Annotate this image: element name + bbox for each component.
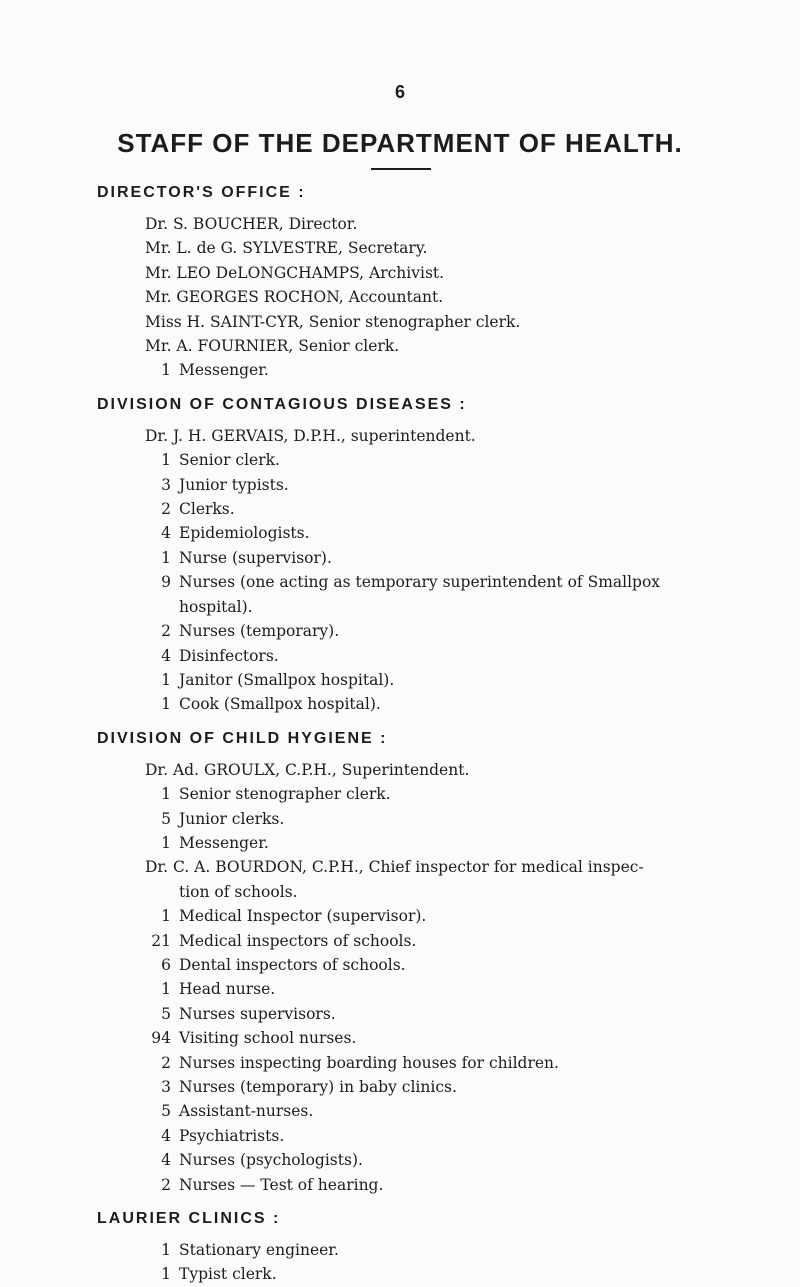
list-item — [145, 1051, 737, 1075]
list-item — [145, 929, 737, 953]
staff-description: Clerks. — [179, 500, 235, 519]
staff-description: Mr. A. FOURNIER, Senior clerk. — [145, 337, 400, 356]
list-item — [145, 334, 737, 358]
section-heading: DIVISION OF CHILD HYGIENE : — [97, 729, 388, 747]
staff-description: Medical Inspector (supervisor). — [179, 907, 427, 926]
list-item — [145, 977, 737, 1001]
list-item — [145, 619, 737, 643]
staff-count: 1 — [161, 907, 171, 926]
list-item — [145, 285, 737, 309]
list-item — [145, 758, 737, 782]
staff-description: Mr. LEO DeLONGCHAMPS, Archivist. — [145, 263, 445, 282]
staff-count: 2 — [161, 500, 171, 519]
list-item — [145, 1026, 737, 1050]
list-item — [145, 904, 737, 928]
staff-count: 4 — [161, 524, 171, 543]
staff-description: Junior clerks. — [179, 809, 285, 828]
list-item — [145, 1262, 737, 1286]
staff-description: Dr. Ad. GROULX, C.P.H., Superintendent. — [145, 760, 470, 779]
list-item — [145, 1099, 737, 1123]
section-heading: DIVISION OF CONTAGIOUS DISEASES : — [97, 395, 467, 413]
staff-description: Miss H. SAINT-CYR, Senior stenographer clerk. — [145, 312, 521, 331]
staff-count: 6 — [161, 955, 171, 974]
staff-items — [145, 212, 737, 383]
staff-description-continued: hospital). — [179, 597, 253, 616]
list-item — [145, 855, 737, 904]
staff-count: 1 — [161, 833, 171, 852]
staff-description: Mr. GEORGES ROCHON, Accountant. — [145, 288, 444, 307]
staff-description: Epidemiologists. — [179, 524, 310, 543]
list-item — [145, 212, 737, 236]
staff-count: 5 — [161, 1004, 171, 1023]
staff-count: 1 — [161, 695, 171, 714]
staff-description: Messenger. — [179, 833, 269, 852]
staff-count: 1 — [161, 451, 171, 470]
staff-description: Messenger. — [179, 361, 269, 380]
staff-description: Senior clerk. — [179, 451, 280, 470]
list-item — [145, 358, 737, 382]
list-item — [145, 692, 737, 716]
list-item — [145, 424, 737, 448]
staff-count: 3 — [161, 475, 171, 494]
list-item — [145, 644, 737, 668]
section-heading: DIRECTOR'S OFFICE : — [97, 184, 306, 201]
section-heading: LAURIER CLINICS : — [97, 1210, 281, 1228]
staff-description: Psychiatrists. — [179, 1126, 285, 1145]
staff-description: Junior typists. — [179, 475, 289, 494]
list-item — [145, 546, 737, 570]
list-item — [145, 473, 737, 497]
staff-description: Dr. C. A. BOURDON, C.P.H., Chief inspector for medical inspec- — [145, 858, 644, 877]
staff-description: Nurses (temporary). — [179, 622, 340, 641]
staff-count: 2 — [161, 1053, 171, 1072]
list-item — [145, 807, 737, 831]
staff-description: Head nurse. — [179, 980, 276, 999]
staff-description: Nurses (temporary) in baby clinics. — [179, 1078, 457, 1096]
staff-description: Dr. S. BOUCHER, Director. — [145, 215, 358, 233]
staff-count: 1 — [161, 785, 171, 804]
staff-description: Nurses — Test of hearing. — [179, 1175, 384, 1194]
staff-description: Nurses (one acting as temporary superintendent of Smallpox — [179, 573, 661, 592]
section — [97, 179, 737, 383]
section — [97, 725, 737, 1197]
staff-count: 1 — [161, 548, 171, 567]
staff-count: 4 — [161, 646, 171, 665]
staff-count: 4 — [161, 1126, 171, 1145]
list-item — [145, 570, 737, 619]
staff-description: Stationary engineer. — [179, 1241, 339, 1260]
staff-description: Janitor (Smallpox hospital). — [179, 670, 395, 689]
staff-description: Cook (Smallpox hospital). — [179, 695, 381, 714]
list-item — [145, 497, 737, 521]
staff-count: 1 — [161, 1241, 171, 1260]
staff-count: 1 — [161, 361, 171, 380]
list-item — [145, 1075, 737, 1099]
list-item — [145, 1238, 737, 1262]
staff-description: Nurses supervisors. — [179, 1004, 336, 1023]
list-item — [145, 668, 737, 692]
staff-description: Assistant-nurses. — [179, 1102, 314, 1121]
list-item — [145, 1148, 737, 1172]
staff-count: 2 — [161, 1175, 171, 1194]
list-item — [145, 261, 737, 285]
staff-count: 9 — [161, 573, 171, 592]
staff-description: Dr. J. H. GERVAIS, D.P.H., superintendent. — [145, 426, 476, 445]
staff-count: 2 — [161, 622, 171, 641]
staff-description: Disinfectors. — [179, 646, 279, 665]
staff-description: Nurses (psychologists). — [179, 1151, 363, 1170]
staff-description: Visiting school nurses. — [179, 1029, 357, 1048]
staff-count: 5 — [161, 1102, 171, 1121]
staff-description: Medical inspectors of schools. — [179, 931, 417, 950]
list-item — [145, 782, 737, 806]
staff-description: Senior stenographer clerk. — [179, 785, 391, 804]
staff-description: Dental inspectors of schools. — [179, 955, 406, 974]
staff-description-continued: tion of schools. — [179, 882, 298, 901]
section — [97, 391, 737, 717]
staff-description: Mr. L. de G. SYLVESTRE, Secretary. — [145, 239, 428, 258]
list-item — [145, 1124, 737, 1148]
list-item — [145, 1002, 737, 1026]
staff-items — [145, 758, 737, 1197]
list-item — [145, 236, 737, 260]
staff-description: Nurses inspecting boarding houses for children. — [179, 1053, 559, 1072]
page-number: 6 — [394, 82, 405, 102]
staff-count: 1 — [161, 980, 171, 999]
staff-items — [145, 424, 737, 717]
list-item — [145, 521, 737, 545]
staff-description: Nurse (supervisor). — [179, 548, 332, 567]
staff-count: 1 — [161, 1265, 171, 1284]
staff-description: Typist clerk. — [179, 1265, 277, 1284]
list-item — [145, 831, 737, 855]
title-rule — [371, 168, 431, 170]
staff-count: 4 — [161, 1151, 171, 1170]
page-title: STAFF OF THE DEPARTMENT OF HEALTH. — [117, 128, 683, 158]
staff-items — [145, 1238, 737, 1287]
section — [97, 1205, 737, 1287]
staff-list — [97, 179, 737, 1287]
list-item — [145, 953, 737, 977]
staff-count: 1 — [161, 670, 171, 689]
list-item — [145, 448, 737, 472]
staff-count: 21 — [151, 931, 171, 950]
list-item — [145, 1173, 737, 1197]
staff-count: 5 — [161, 809, 171, 828]
staff-count: 3 — [161, 1078, 171, 1096]
staff-count: 94 — [151, 1029, 171, 1048]
list-item — [145, 310, 737, 334]
